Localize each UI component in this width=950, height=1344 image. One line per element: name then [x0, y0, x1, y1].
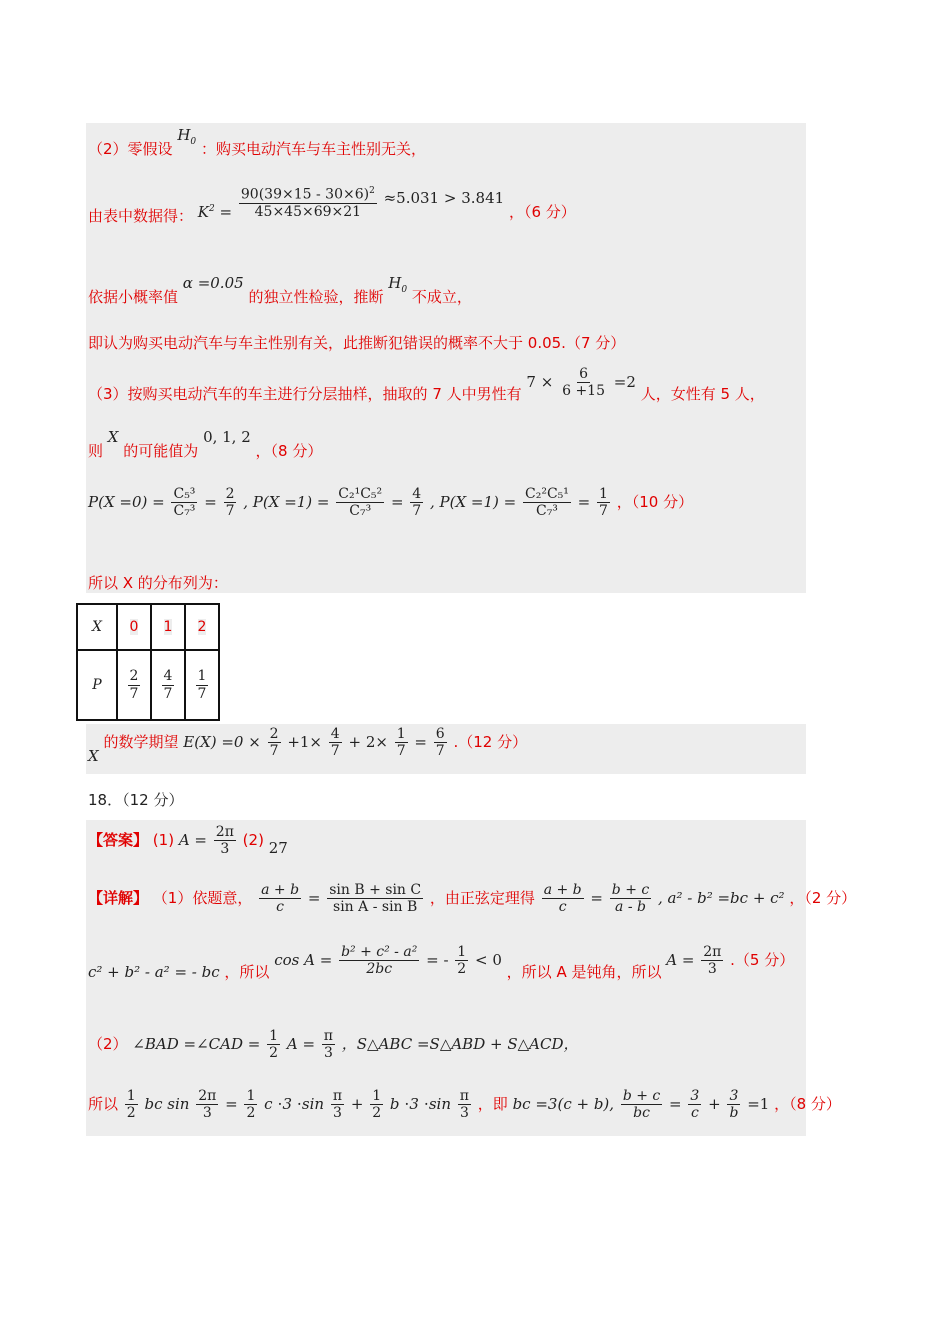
h0-letter: H — [177, 126, 191, 144]
cos-fraction — [339, 944, 419, 977]
ex-term-2-num: 4 — [330, 726, 340, 742]
k2-numerator — [239, 186, 377, 204]
final-pi3-2 — [458, 1088, 471, 1121]
table-fraction — [196, 668, 209, 701]
angle-half-num: 1 — [269, 1028, 279, 1044]
conclusion-text: 即认为购买电动汽车与车主性别有关，此推断犯错误的概率不大于 0.05.（7 分） — [88, 334, 626, 352]
conclusion-line — [88, 332, 625, 353]
alpha-end: 不成立， — [411, 288, 472, 306]
detail-line-2 — [88, 944, 795, 982]
cos-num: b² + c² - a² — [341, 944, 418, 960]
calc-fraction — [560, 366, 607, 399]
that-is-word: ，即 — [477, 1095, 508, 1114]
final-half-2-den: 2 — [246, 1105, 256, 1122]
ex-mid-2: + 2× — [348, 733, 388, 752]
final-half-1-num: 1 — [126, 1088, 136, 1104]
table-cell — [151, 604, 185, 650]
angle-pi — [322, 1028, 335, 1061]
ex-x: X — [88, 747, 99, 766]
p2-comb-den: C₇³ — [535, 503, 558, 520]
table-frac-den: 7 — [129, 685, 139, 702]
score-2: ，（2 分） — [789, 889, 857, 908]
detail-tag: 【详解】 — [88, 889, 149, 908]
detail-frac-3-den: c — [558, 899, 567, 916]
k2-approx: ≈5.031 > 3.841 — [383, 189, 505, 208]
p2-value — [597, 486, 610, 519]
h0-letter-2: H — [388, 274, 402, 292]
k2-equals: = — [219, 203, 233, 222]
k2-line — [88, 186, 576, 226]
final-sum: =1 — [747, 1095, 770, 1114]
part-2-label: （2） — [88, 1035, 128, 1054]
x-variable: X — [107, 428, 119, 446]
ex-result — [434, 726, 447, 759]
ex-term-1-den: 7 — [269, 743, 279, 760]
calc-denominator: 6 +15 — [562, 383, 605, 400]
obtuse-text: ，所以 A 是钝角，所以 — [506, 963, 662, 982]
answer-1-den: 3 — [220, 841, 230, 858]
final-pi3-1-den: 3 — [333, 1105, 342, 1122]
alpha-line — [88, 272, 472, 306]
ex-term-1-num: 2 — [269, 726, 279, 742]
final-pi3-1 — [331, 1088, 344, 1121]
k2-numerator-text: 90(39×15 - 30×6) — [240, 186, 370, 203]
p0-comb-den: C₇³ — [173, 503, 196, 520]
part2-line — [88, 1028, 579, 1061]
score-6: ，（6 分） — [508, 203, 576, 222]
final-3c-den: c — [690, 1105, 699, 1122]
p1-comb — [336, 486, 384, 519]
ex-term-3-num: 1 — [396, 726, 406, 742]
final-half-3-num: 1 — [372, 1088, 382, 1104]
h0-symbol-2 — [388, 274, 408, 295]
answer-line — [88, 824, 288, 857]
final-expr-1: bc sin — [144, 1095, 190, 1114]
score-8: ，（8 分） — [255, 442, 323, 460]
ex-term-2-den: 7 — [330, 743, 340, 760]
a-equals: A = — [666, 951, 695, 970]
question-18-title: 18．（12 分） — [88, 791, 184, 809]
so-word-2: 所以 — [88, 1095, 119, 1114]
p2-value-num: 1 — [599, 486, 608, 502]
half-fraction — [455, 944, 468, 977]
answer-1-label: (1) — [152, 831, 175, 850]
detail-equals-1: = — [307, 889, 321, 908]
detail-frac-2-num: sin B + sin C — [329, 882, 422, 898]
area-relation: ，S△ABC =S△ABD + S△ACD， — [341, 1035, 579, 1054]
ex-term-2 — [329, 726, 342, 759]
table-fraction — [128, 668, 141, 701]
final-3b — [727, 1088, 740, 1121]
final-pi3-1-num: π — [332, 1088, 343, 1104]
p0-comb — [171, 486, 197, 519]
p2-equals: = — [577, 493, 591, 512]
final-plus-2: + — [708, 1095, 721, 1114]
final-expr-3: b ⋅3 ⋅sin — [389, 1095, 452, 1114]
table-cell — [151, 650, 185, 720]
p2-lhs: , P(X =1) = — [430, 493, 517, 512]
angle-equality: ∠BAD =∠CAD = — [132, 1035, 261, 1054]
detail-mid-text: ，由正弦定理得 — [429, 889, 535, 908]
final-pi3-2-den: 3 — [459, 1105, 469, 1122]
ex-result-den: 7 — [435, 743, 445, 760]
answer-2-value: 27 — [268, 839, 288, 858]
part-label: （2）零假设 — [88, 140, 173, 158]
alpha-prefix: 依据小概率值 — [88, 288, 179, 306]
answer-2-label: (2) — [242, 831, 264, 850]
h0-subscript: 0 — [190, 137, 197, 147]
final-2pi3-den: 3 — [202, 1105, 212, 1122]
table-frac-num: 1 — [197, 668, 207, 685]
k2-exp: 2 — [209, 204, 215, 215]
p1-equals: = — [390, 493, 404, 512]
ex-lhs: E(X) =0 × — [183, 733, 261, 752]
ex-term-1 — [268, 726, 281, 759]
table-cell-value: 1 — [163, 619, 173, 635]
angle-pi-den: 3 — [323, 1045, 333, 1062]
angle-a: A = — [286, 1035, 316, 1054]
detail-frac-3 — [542, 882, 584, 915]
half-den: 2 — [457, 961, 467, 978]
final-half-2 — [244, 1088, 257, 1121]
stratified-end: 人，女性有 5 人， — [640, 385, 765, 404]
final-frac-bc — [621, 1088, 662, 1121]
stratified-line — [88, 366, 765, 404]
cos-equals: = - — [426, 951, 449, 970]
final-half-3 — [370, 1088, 383, 1121]
table-row — [77, 604, 219, 650]
final-3c-num: 3 — [690, 1088, 700, 1104]
angle-half — [267, 1028, 280, 1061]
table-cell-value: 2 — [197, 619, 207, 635]
final-2pi3-num: 2π — [198, 1088, 217, 1104]
final-equals: = — [225, 1095, 238, 1114]
p1-comb-den: C₇³ — [349, 503, 372, 520]
possible-values-line — [88, 426, 323, 460]
p1-comb-num: C₂¹C₅² — [338, 486, 383, 502]
final-expr-2: c ⋅3 ⋅sin — [264, 1095, 325, 1114]
h0-subscript-2: 0 — [401, 285, 408, 295]
table-cell — [117, 604, 151, 650]
so-word: ，所以 — [224, 963, 270, 982]
table-frac-den: 7 — [163, 685, 173, 702]
detail-frac-2-den: sin A - sin B — [333, 899, 418, 916]
final-frac-bc-den: bc — [633, 1105, 650, 1122]
detail-equals-2: = — [590, 889, 603, 908]
question-18-header — [88, 789, 183, 810]
final-half-1-den: 2 — [126, 1105, 136, 1122]
final-equals-2: = — [669, 1095, 682, 1114]
distribution-intro — [88, 572, 228, 593]
calc-pre: 7 × — [526, 373, 554, 392]
detail-frac-3-num: a + b — [543, 882, 582, 898]
k2-numerator-exp: 2 — [369, 186, 375, 196]
table-header-x: X — [77, 604, 117, 650]
final-half-2-num: 1 — [246, 1088, 256, 1104]
score-5: .（5 分） — [730, 951, 795, 970]
table-frac-num: 2 — [129, 668, 139, 685]
h0-symbol — [177, 126, 197, 147]
final-half-3-den: 2 — [372, 1105, 382, 1122]
distribution-table — [76, 603, 220, 721]
possible-values: 0, 1, 2 — [203, 428, 251, 446]
ex-equals: = — [414, 733, 427, 752]
then-word: 则 — [88, 442, 104, 460]
a-value-num: 2π — [703, 944, 722, 960]
cosine-lhs: c² + b² - a² = - bc — [88, 963, 220, 982]
final-2pi3 — [196, 1088, 218, 1121]
null-hypothesis-text: ：购买电动汽车与车主性别无关， — [200, 140, 426, 158]
table-cell — [185, 604, 219, 650]
cos-a: cos A = — [274, 951, 333, 970]
p2-comb — [523, 486, 571, 519]
table-frac-num: 4 — [163, 668, 173, 685]
distribution-intro-text: 所以 X 的分布列为： — [88, 574, 228, 592]
answer-1-fraction — [214, 824, 236, 857]
score-12: .（12 分） — [453, 733, 528, 752]
ex-mid-1: +1× — [287, 733, 322, 752]
p0-value-den: 7 — [225, 503, 235, 520]
angle-half-den: 2 — [269, 1045, 279, 1062]
calc-numerator: 6 — [579, 366, 588, 382]
null-hypothesis-line — [88, 126, 426, 161]
k2-symbol — [198, 203, 215, 221]
alpha-mid: 的独立性检验，推断 — [248, 288, 384, 306]
detail-frac-2 — [327, 882, 423, 915]
p1-lhs: , P(X =1) = — [243, 493, 330, 512]
k2-denominator: 45×45×69×21 — [254, 203, 362, 220]
answer-1-num: 2π — [215, 824, 234, 840]
table-header-p: P — [77, 650, 117, 720]
table-cell-value: 0 — [129, 619, 139, 635]
p2-value-den: 7 — [599, 503, 608, 520]
possible-text: 的可能值为 — [123, 442, 199, 460]
table-frac-den: 7 — [197, 685, 207, 702]
p1-value-num: 4 — [412, 486, 422, 502]
alpha-value: α =0.05 — [182, 274, 244, 292]
probability-line — [88, 486, 693, 519]
p0-equals: = — [204, 493, 217, 512]
detail-frac-4-den: a - b — [615, 899, 646, 916]
table-cell — [185, 650, 219, 720]
p0-value-num: 2 — [225, 486, 235, 502]
final-3b-den: b — [729, 1105, 739, 1122]
table-prefix: 由表中数据得： — [88, 207, 194, 226]
final-pi3-2-num: π — [459, 1088, 469, 1104]
detail-frac-1-den: c — [276, 899, 285, 916]
detail-relation: , a² - b² =bc + c² — [658, 889, 785, 908]
p1-value-den: 7 — [412, 503, 422, 520]
stratified-text: （3）按购买电动汽车的车主进行分层抽样，抽取的 7 人中男性有 — [88, 385, 522, 404]
ex-result-num: 6 — [435, 726, 445, 742]
a-value — [701, 944, 723, 977]
expectation-line — [88, 726, 528, 766]
final-3c — [688, 1088, 701, 1121]
p1-value — [410, 486, 423, 519]
table-cell — [117, 650, 151, 720]
k2-fraction — [239, 186, 377, 220]
final-half-1 — [125, 1088, 138, 1121]
table-row — [77, 650, 219, 720]
ex-term-3 — [395, 726, 408, 759]
detail-line-1 — [88, 882, 856, 915]
detail-frac-4-num: b + c — [611, 882, 650, 898]
detail-frac-1 — [259, 882, 301, 915]
score-10: ，（10 分） — [616, 493, 694, 512]
detail-frac-4 — [610, 882, 651, 915]
angle-pi-num: π — [323, 1028, 333, 1044]
final-plus: + — [350, 1095, 364, 1114]
detail-frac-1-num: a + b — [261, 882, 300, 898]
ex-term-3-den: 7 — [396, 743, 406, 760]
final-frac-bc-num: b + c — [622, 1088, 661, 1104]
final-3b-num: 3 — [729, 1088, 739, 1104]
answer-tag: 【答案】 — [88, 831, 149, 850]
calc-post: =2 — [613, 373, 636, 392]
less-than-zero: < 0 — [475, 951, 502, 970]
part2-final-line — [88, 1088, 841, 1121]
answer-1-lhs: A = — [178, 831, 207, 850]
p0-lhs: P(X =0) = — [88, 493, 165, 512]
p0-comb-num: C₅³ — [173, 486, 196, 502]
k2-letter: K — [197, 203, 210, 222]
a-value-den: 3 — [707, 961, 717, 978]
bc-relation: bc =3(c + b), — [512, 1095, 615, 1114]
half-num: 1 — [457, 944, 467, 960]
detail-text: （1）依题意， — [152, 889, 253, 908]
cos-den: 2bc — [366, 961, 393, 978]
table-fraction — [162, 668, 175, 701]
score-8-q18: ，（8 分） — [774, 1095, 841, 1114]
ex-text: 的数学期望 — [103, 733, 179, 752]
p0-value — [224, 486, 237, 519]
p2-comb-num: C₂²C₅¹ — [525, 486, 569, 502]
